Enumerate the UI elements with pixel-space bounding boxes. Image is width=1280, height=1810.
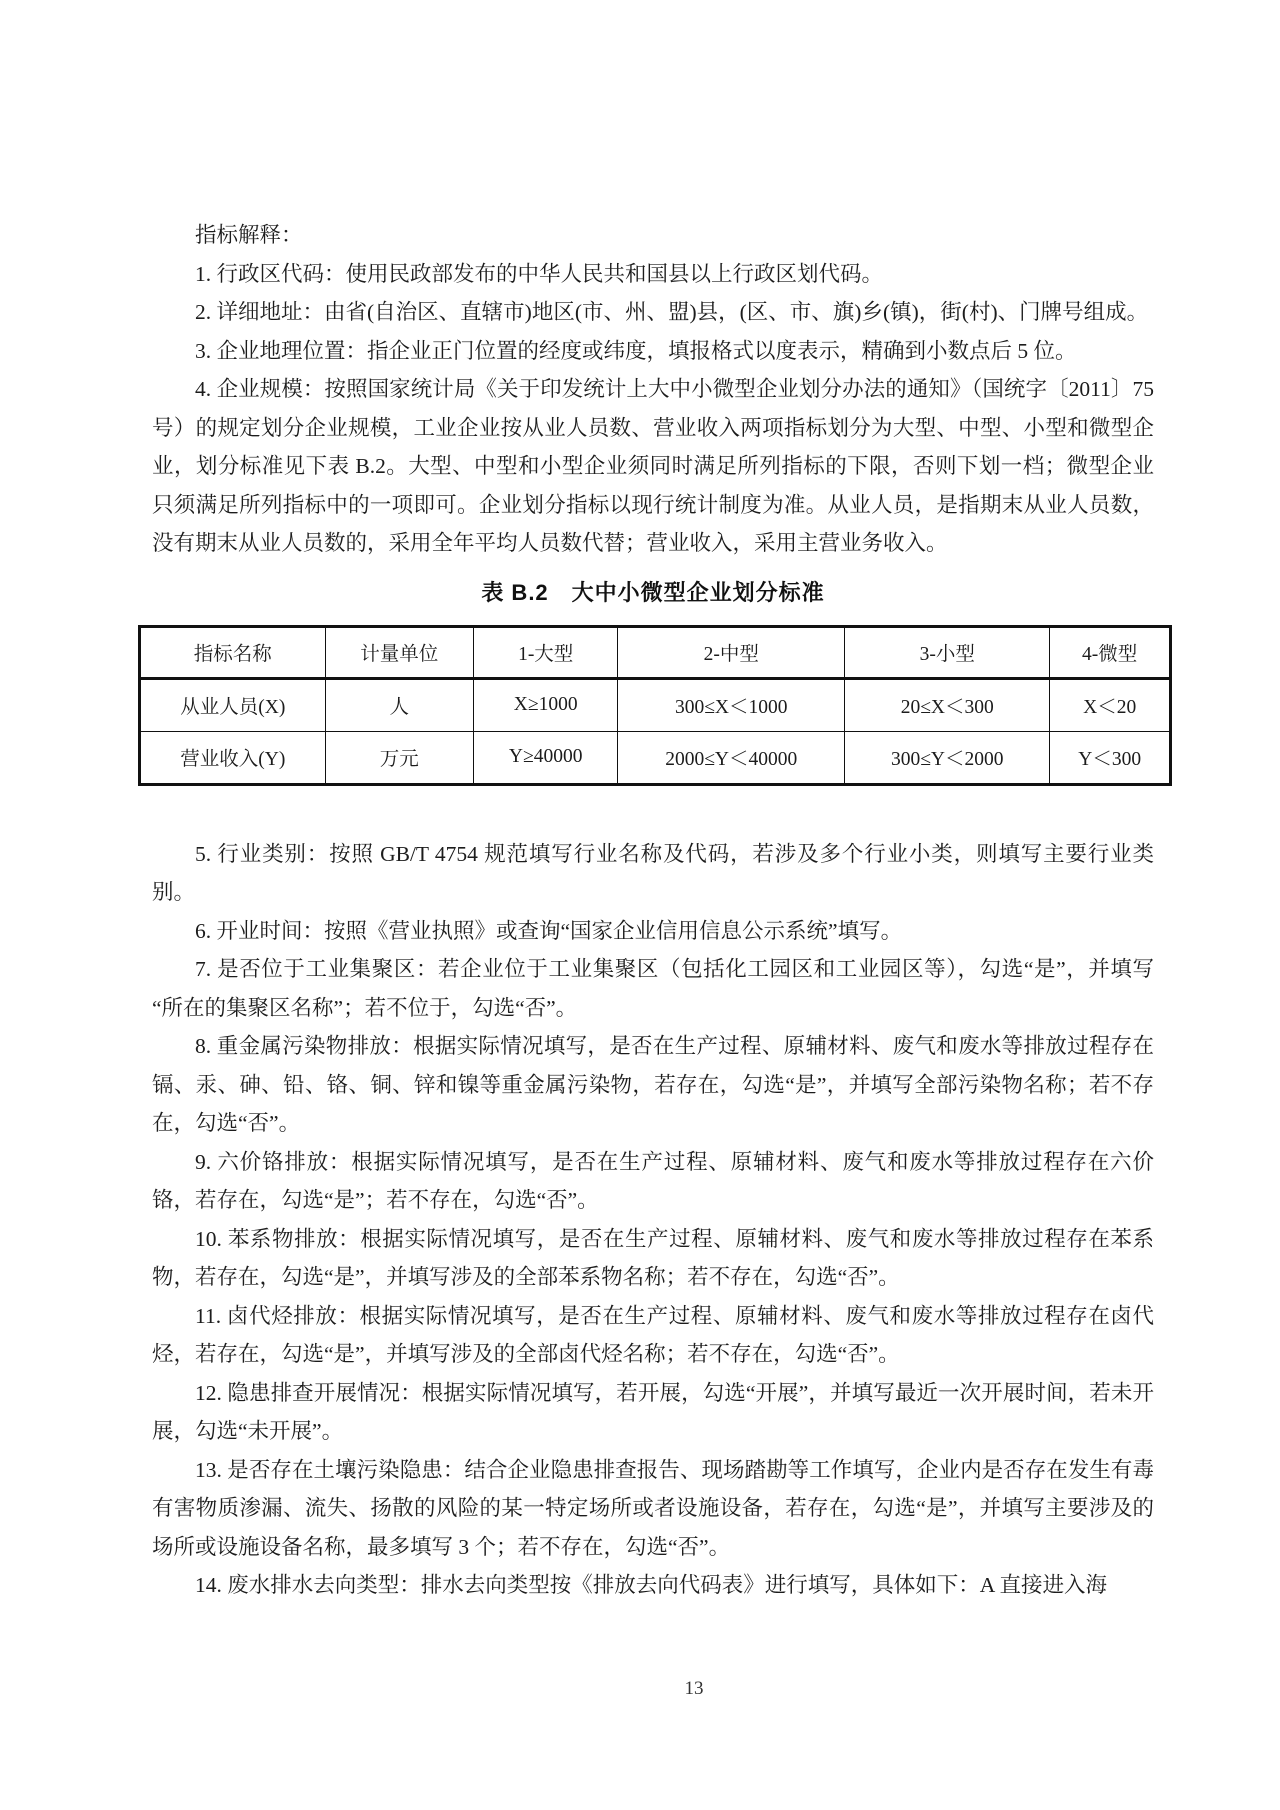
table-cell: Y＜300	[1050, 731, 1171, 784]
table-cell: 营业收入(Y)	[140, 731, 326, 784]
table-header-cell: 1-大型	[474, 626, 618, 678]
table-cell: 从业人员(X)	[140, 678, 326, 731]
paragraph-item-3: 3. 企业地理位置：指企业正门位置的经度或纬度，填报格式以度表示，精确到小数点后 5 位。	[195, 338, 1077, 363]
paragraph-item-6: 6. 开业时间：按照《营业执照》或查询“国家企业信用信息公示系统”填写。	[195, 918, 903, 943]
paragraph-item-7: 7. 是否位于工业集聚区：若企业位于工业集聚区（包括化工园区和工业园区等），勾选“是”，并填写“所在的集聚区名称”；若不位于，勾选“否”。	[152, 957, 1154, 1020]
paragraph-item-11: 11. 卤代烃排放：根据实际情况填写，是否在生产过程、原辅材料、废气和废水等排放过程存在卤代烃，若存在，勾选“是”，并填写涉及的全部卤代烃名称；若不存在，勾选“否”。	[152, 1303, 1154, 1366]
paragraph-item-8: 8. 重金属污染物排放：根据实际情况填写，是否在生产过程、原辅材料、废气和废水等排放过程存在镉、汞、砷、铅、铬、铜、锌和镍等重金属污染物，若存在，勾选“是”，并填写全部污染物名称；若不存在，勾选“否”。	[152, 1034, 1154, 1135]
table-row-employees	[140, 678, 1171, 731]
page-body	[152, 216, 1154, 1605]
table-header-cell: 计量单位	[325, 626, 473, 678]
paragraph-item-14: 14. 废水排水去向类型：排水去向类型按《排放去向代码表》进行填写，具体如下：A 直接进入海	[195, 1573, 1107, 1597]
paragraph-intro-heading: 指标解释：	[195, 223, 303, 247]
enterprise-size-table	[138, 625, 1172, 786]
table-cell: X＜20	[1050, 678, 1171, 731]
table-header-cell: 4-微型	[1050, 626, 1171, 678]
table-header-cell: 指标名称	[140, 626, 326, 678]
paragraph-item-1: 1. 行政区代码：使用民政部发布的中华人民共和国县以上行政区划代码。	[195, 261, 884, 286]
table-title: 表 B.2 大中小微型企业划分标准	[481, 579, 825, 605]
table-row-revenue	[140, 731, 1171, 784]
table-cell: Y≥40000	[474, 731, 618, 784]
table-cell: 20≤X＜300	[845, 678, 1050, 731]
paragraph-item-5: 5. 行业类别：按照 GB/T 4754 规范填写行业名称及代码，若涉及多个行业小类，则填写主要行业类别。	[152, 841, 1154, 904]
paragraph-item-4: 4. 企业规模：按照国家统计局《关于印发统计上大中小微型企业划分办法的通知》（国统字〔2011〕75 号）的规定划分企业规模，工业企业按从业人员数、营业收入两项指标划分为大型、中型、小型和微型企业，划分标准见下表 B.2。大型、中型和小型企业须同时满足所列指标的下限，否则下划一档；微型企业只须满足所列指标中的一项即可。企业划分指标以现行统计制度为准。从业人员，是指期末从业人员数，没有期末从业人员数的，采用全年平均人员数代替；营业收入，采用主营业务收入。	[152, 377, 1154, 555]
table-cell: 2000≤Y＜40000	[618, 731, 845, 784]
table-cell: 300≤Y＜2000	[845, 731, 1050, 784]
table-header-row	[140, 626, 1171, 678]
paragraph-item-13: 13. 是否存在土壤污染隐患：结合企业隐患排查报告、现场踏勘等工作填写，企业内是否存在发生有毒有害物质渗漏、流失、扬散的风险的某一特定场所或者设施设备，若存在，勾选“是”，并填写主要涉及的场所或设施设备名称，最多填写 3 个；若不存在，勾选“否”。	[152, 1457, 1154, 1559]
table-cell: 300≤X＜1000	[618, 678, 845, 731]
paragraph-item-9: 9. 六价铬排放：根据实际情况填写，是否在生产过程、原辅材料、废气和废水等排放过程存在六价铬，若存在，勾选“是”；若不存在，勾选“否”。	[152, 1149, 1154, 1212]
table-header-cell: 2-中型	[618, 626, 845, 678]
table-header-cell: 3-小型	[845, 626, 1050, 678]
table-cell: X≥1000	[474, 678, 618, 731]
table-cell: 人	[325, 678, 473, 731]
table-cell: 万元	[325, 731, 473, 784]
paragraph-item-12: 12. 隐患排查开展情况：根据实际情况填写，若开展，勾选“开展”，并填写最近一次开展时间，若未开展，勾选“未开展”。	[152, 1380, 1154, 1443]
paragraph-item-10: 10. 苯系物排放：根据实际情况填写，是否在生产过程、原辅材料、废气和废水等排放过程存在苯系物，若存在，勾选“是”，并填写涉及的全部苯系物名称；若不存在，勾选“否”。	[152, 1226, 1154, 1289]
paragraph-item-2: 2. 详细地址：由省(自治区、直辖市)地区(市、州、盟)县，(区、市、旗)乡(镇)，街(村)、门牌号组成。	[195, 300, 1149, 324]
page-number: 13	[684, 1678, 704, 1699]
paragraphs-after-table	[152, 835, 1154, 1605]
